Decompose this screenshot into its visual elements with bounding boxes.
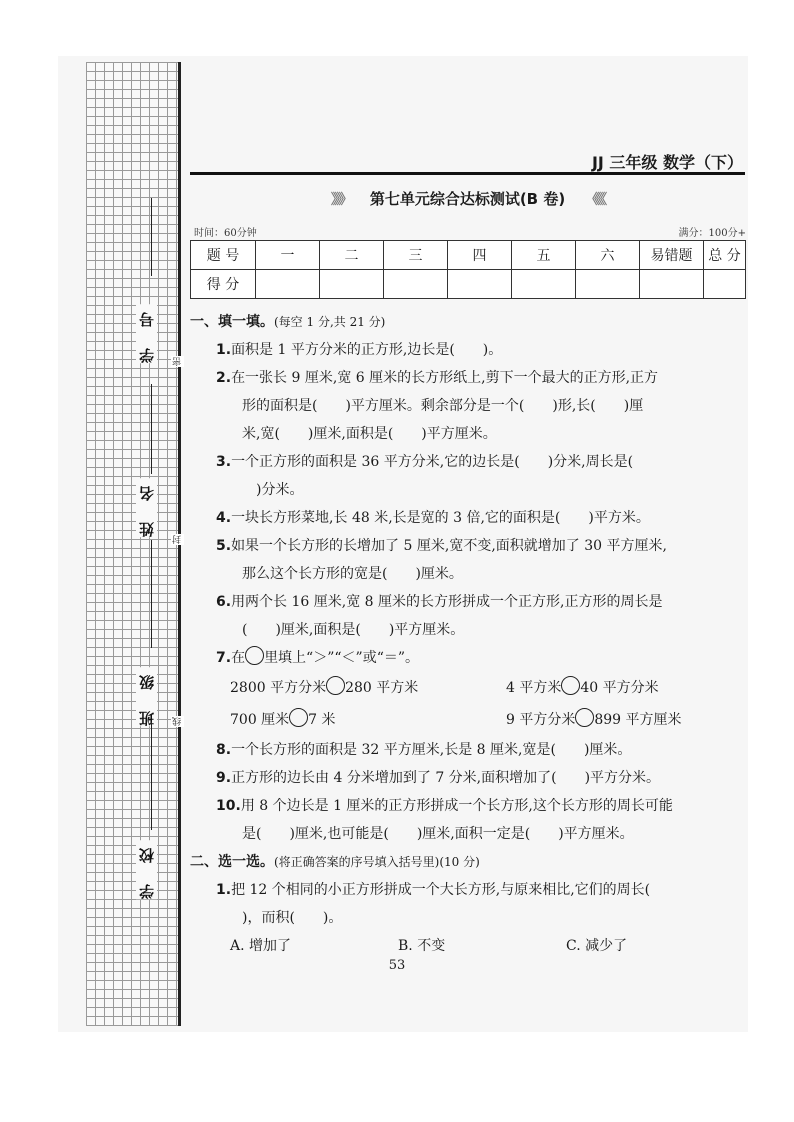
question-3-line-2: )分米。 [242, 482, 304, 498]
compare-row-1 [190, 672, 750, 704]
score-input[interactable] [256, 270, 320, 299]
question-text: 用 8 个边长是 1 厘米的正方形拼成一个长方形,这个长方形的周长可能 [240, 798, 673, 814]
question-text: 在一张长 9 厘米,宽 6 厘米的长方形纸上,剪下一个最大的正方形,正方 [231, 370, 659, 386]
question-6 [190, 588, 750, 616]
cell-5: 五 [512, 241, 576, 270]
cell-1: 一 [256, 241, 320, 270]
test-title-row [190, 188, 745, 212]
question-text: 把 12 个相同的小正方形拼成一个大长方形,与原来相比,它们的周长( [231, 882, 651, 898]
question-text: 正方形的边长由 4 分米增加到了 7 分米,面积增加了( )平方分米。 [231, 770, 661, 786]
seal-xian: 线 [173, 717, 183, 726]
question-2-line-2: 形的面积是( )平方厘米。剩余部分是一个( )形,长( )厘 [242, 398, 644, 414]
label-banji: 班 级 [138, 667, 156, 727]
question-text: 在 [231, 650, 246, 666]
page-header [190, 150, 745, 175]
seal-mi: 密 [173, 357, 183, 366]
circle-icon [245, 646, 264, 665]
full-score: 满分：100分+ [678, 228, 746, 239]
line-banji [151, 540, 152, 648]
section-2-heading [190, 848, 750, 876]
line-xuexiao [151, 722, 152, 830]
question-text: 用两个长 16 厘米,宽 8 厘米的长方形拼成一个正方形,正方形的周长是 [231, 594, 663, 610]
question-text: 一个长方形的面积是 32 平方厘米,长是 8 厘米,宽是( )厘米。 [231, 742, 632, 758]
compare-right: 7 米 [308, 712, 336, 728]
score-input[interactable] [320, 270, 384, 299]
compare-right: 280 平方米 [345, 680, 419, 696]
choice-options [190, 932, 750, 960]
cell-4: 四 [448, 241, 512, 270]
compare-left: 9 平方分米 [506, 712, 576, 728]
header-text: JJ 三年级 数学（下） [591, 153, 743, 172]
left-chevrons-icon: 《《《 [585, 191, 605, 208]
label-xingming: 姓 名 [138, 478, 156, 538]
line-xingming [151, 384, 152, 474]
question-number: 7. [216, 650, 232, 666]
questions-content [190, 308, 750, 960]
section-title: 一、填一填。 [190, 314, 274, 330]
compare-row-2 [190, 704, 750, 736]
score-input[interactable] [640, 270, 704, 299]
question-5 [190, 532, 750, 560]
question-number: 2. [216, 370, 232, 386]
question-number: 1. [216, 882, 232, 898]
option-a[interactable]: A. 增加了 [230, 938, 292, 954]
score-table [190, 240, 746, 299]
section-title: 二、选一选。 [190, 854, 274, 870]
question-7 [190, 644, 750, 672]
question-3 [190, 448, 750, 476]
question-6-line-2: ( )厘米,面积是( )平方厘米。 [242, 622, 465, 638]
label-xuexiao: 学 校 [138, 840, 156, 900]
choice-question-1-line-2: )，而积( )。 [242, 910, 343, 926]
section-note: (每空 1 分,共 21 分) [274, 315, 386, 329]
question-10-line-2: 是( )厘米,也可能是( )厘米,面积一定是( )平方厘米。 [242, 826, 634, 842]
seal-feng: 封 [173, 535, 183, 544]
binding-grid [86, 62, 181, 1026]
question-text: 一个正方形的面积是 36 平方分米,它的边长是( )分米,周长是( [231, 454, 634, 470]
question-number: 6. [216, 594, 232, 610]
question-number: 4. [216, 510, 232, 526]
test-title: 第七单元综合达标测试(B 卷) [369, 190, 566, 208]
section-note: (将正确答案的序号填入括号里)(10 分) [274, 855, 480, 869]
question-text: 如果一个长方形的长增加了 5 厘米,宽不变,面积就增加了 30 平方厘米, [231, 538, 667, 554]
line-xuehao [151, 198, 152, 276]
cell-2: 二 [320, 241, 384, 270]
score-input[interactable] [384, 270, 448, 299]
choice-question-1 [190, 876, 750, 904]
option-c[interactable]: C. 减少了 [566, 938, 628, 954]
question-number: 3. [216, 454, 232, 470]
compare-left: 4 平方米 [506, 680, 562, 696]
question-number: 9. [216, 770, 232, 786]
time-limit: 时间：60分钟 [194, 228, 257, 239]
cell-3: 三 [384, 241, 448, 270]
score-input[interactable] [512, 270, 576, 299]
question-5-line-2: 那么这个长方形的宽是( )厘米。 [242, 566, 463, 582]
option-b[interactable]: B. 不变 [398, 938, 446, 954]
question-9 [190, 764, 750, 792]
compare-left: 700 厘米 [230, 712, 290, 728]
compare-circle-input[interactable] [326, 676, 345, 695]
question-1 [190, 336, 750, 364]
question-8 [190, 736, 750, 764]
question-text: 一块长方形菜地,长 48 米,长是宽的 3 倍,它的面积是( )平方米。 [231, 510, 650, 526]
score-header-row [191, 241, 746, 270]
compare-circle-input[interactable] [561, 676, 580, 695]
section-1-heading [190, 308, 750, 336]
question-text: 里填上“＞”“＜”或“＝”。 [264, 650, 420, 666]
cell-zongfen: 总 分 [704, 241, 746, 270]
cell-defen: 得 分 [191, 270, 256, 299]
score-value-row [191, 270, 746, 299]
cell-yicuoti: 易错题 [640, 241, 704, 270]
compare-left: 2800 平方分米 [230, 680, 327, 696]
label-xuehao: 学 号 [138, 304, 156, 364]
question-number: 8. [216, 742, 232, 758]
question-text: 面积是 1 平方分米的正方形,边长是( )。 [231, 342, 503, 358]
compare-circle-input[interactable] [289, 708, 308, 727]
compare-circle-input[interactable] [575, 708, 594, 727]
score-input[interactable] [576, 270, 640, 299]
right-chevrons-icon: 》》》 [330, 191, 350, 208]
score-input[interactable] [704, 270, 746, 299]
question-2 [190, 364, 750, 392]
cell-tihao: 题 号 [191, 241, 256, 270]
compare-right: 40 平方分米 [580, 680, 659, 696]
question-4 [190, 504, 750, 532]
question-10 [190, 792, 750, 820]
question-number: 1. [216, 342, 232, 358]
question-2-line-3: 米,宽( )厘米,面积是( )平方厘米。 [242, 426, 497, 442]
compare-right: 899 平方厘米 [594, 712, 682, 728]
cell-6: 六 [576, 241, 640, 270]
question-number: 5. [216, 538, 232, 554]
score-input[interactable] [448, 270, 512, 299]
page-number: 53 [388, 958, 406, 973]
question-number: 10. [216, 798, 241, 814]
